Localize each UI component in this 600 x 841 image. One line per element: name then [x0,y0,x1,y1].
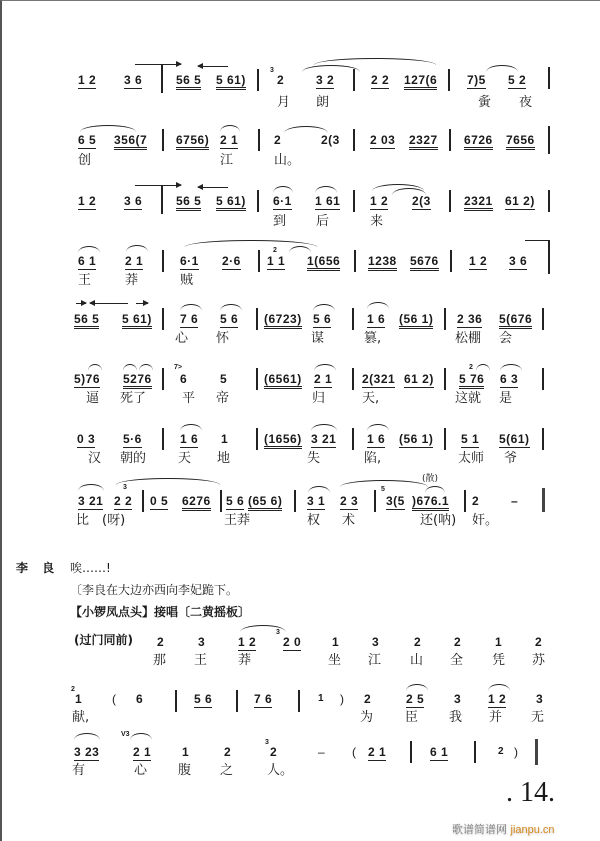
barline [354,250,356,272]
note-group: 5 6 [313,312,332,326]
slur [273,186,293,193]
note-group: 1 6 [367,312,386,326]
note-group: 6726 [464,133,493,150]
note-group: 2321 [464,194,493,211]
note-group: 5 2 [508,73,527,87]
note-group: 2 5 [406,692,425,706]
note-group: 5)76 [74,372,101,386]
grace-note: 2 [71,686,75,693]
score-row-4 [2,246,600,306]
barline [450,250,452,272]
lyric: 为 [360,710,374,725]
lyric: 汉 [88,451,102,466]
barline [353,129,355,151]
paren: ) [514,745,519,759]
lyric: (散) [422,474,439,484]
lyric: 到 [273,214,287,229]
note: 3 [454,692,462,706]
note-group: 1 6 [367,432,386,446]
note-group: 6 1 [78,254,97,268]
barline [374,490,376,512]
note: 1 [75,692,83,706]
barline [256,428,258,450]
slur [116,478,220,485]
watermark-brand: jianpu.cn [510,824,555,836]
barline [352,428,354,450]
note-group: 2 03 [370,133,396,147]
note-group: 2 [274,133,282,147]
slur [308,486,330,493]
barline [352,368,354,390]
lyric: 月 [277,95,291,110]
note: 2 [270,745,278,759]
note-group: 6756) [176,133,209,150]
barline [256,308,258,330]
barline [542,308,544,330]
note-group: 6 3 [500,372,519,386]
note: 2 [414,635,422,649]
note: 2 [535,635,543,649]
lyric: 之 [220,763,234,778]
lyric: 奸。 [472,513,499,528]
lyric: 苏 [532,653,546,668]
barline [542,428,544,450]
note-group: 6276 [182,494,211,511]
barline [162,368,164,390]
lyric: 凭 [492,653,506,668]
note-group: 2 [472,494,480,508]
note-group: 6 5 [78,133,97,147]
slur [476,364,490,371]
lyric: 逼 [86,391,100,406]
barline [353,190,355,212]
lyric: 松棚 [455,331,482,346]
barline [474,741,476,763]
note: 1 [182,745,190,759]
slur [139,364,153,371]
note-group: 2 1 [133,745,152,759]
grace-note: 3 [123,484,127,491]
score-row-6 [2,364,600,424]
lyric: 朝的 [120,451,147,466]
lyric: 夜 [519,95,533,110]
note-group: 5·6 [123,432,142,446]
lyric: 心 [175,331,189,346]
lyric: 谋 [311,331,325,346]
lyric: 来 [370,214,384,229]
barline [298,690,300,712]
lyric: 王 [194,653,208,668]
lyric: 术 [342,513,356,528]
note-group: 5 61) [216,73,246,90]
slur [315,186,337,193]
note-group: 3(5 [386,494,405,508]
score-row-7 [2,424,600,484]
barline [256,368,258,390]
slur [220,125,240,132]
note-group: 2(321 [362,372,396,386]
watermark-text: 歌谱简谱网 [452,823,507,836]
note-group: 2·6 [222,254,241,268]
note: 1 [318,693,325,704]
lyric: 会 [499,331,513,346]
barline [142,490,144,512]
note-group: 5(676 [499,312,532,329]
note-group: 61 2) [505,194,535,208]
note-group: 2(3 [321,133,340,147]
lyric: 帝 [216,391,230,406]
aria-line-1 [2,629,600,689]
note-group: 0 5 [150,494,169,508]
grace-note: 3 [276,629,280,636]
note: 3 [536,692,544,706]
lyric: 那 [153,653,167,668]
note-group: 1 2 [488,692,507,706]
slur [486,65,518,72]
paren: ( [352,745,357,759]
lyric: 江 [220,153,234,168]
slur [80,125,136,132]
repeat-arrow [76,303,86,304]
note-group: 1 2 [78,194,97,208]
prelude-label: (过门同前) [74,633,133,647]
note: 1 [495,635,503,649]
barline [175,690,177,712]
slur [367,424,389,431]
note-group: 2 2 [371,73,390,87]
lyric: 爷 [504,451,518,466]
note: 2 [498,746,505,757]
barline [161,65,163,93]
note-group: 1 2 [238,635,257,649]
note-group: 2(3 [412,194,431,208]
lyric: 朗 [316,95,330,110]
barline [353,69,355,91]
barline-end [542,488,545,512]
note-group: 2 [277,73,285,87]
lyric: 王 [78,273,92,288]
note-group: (65 6) [248,494,282,511]
slur [78,246,100,253]
grace-note: 2 [469,364,473,371]
barline [258,250,260,272]
note-group: 61 2) [404,372,434,386]
barline [162,308,164,330]
barline-end [535,739,538,765]
grace-note: 7> [174,364,182,371]
note-group: (1656) [264,432,302,449]
note-group: 5 6 [226,494,245,508]
note-group: 5 76 [459,372,484,389]
note-group: 1 [221,432,229,446]
note-group: (56 1) [399,312,433,329]
note-group: 1 2 [78,73,97,87]
note-group: 2 0 [283,635,302,649]
lyric: 创 [78,153,92,168]
note: 2 [224,745,232,759]
lyric: 平 [182,391,196,406]
note-group: 5 1 [461,432,480,446]
repeat-arrow [90,303,128,304]
barline [548,67,550,89]
note-group: 5 6 [194,692,213,706]
slur [367,302,389,309]
grace-note: 2 [273,247,277,254]
lyric: 并 [489,710,503,725]
note-group: 3 6 [124,73,143,87]
lyric: 全 [450,653,464,668]
note-group: 1 2 [469,254,488,268]
note-group: 5 6 [220,312,239,326]
note-group: 6·1 [180,254,199,268]
stage-direction: 〔李良在大边亦西向李妃跪下。 [70,583,239,597]
note-group: 356(7 [114,133,147,150]
grace-note: 3 [270,67,274,74]
note-group: 2 36 [457,312,483,326]
lyric: 臣 [405,710,419,725]
note-group: (6561) [264,372,302,389]
barline [352,308,354,330]
note-group: 0 3 [77,432,96,446]
barline [162,129,164,151]
note-group: 3 6 [124,194,143,208]
music-cue: 【小锣凤点头】接唱〔二黄摇板〕 [70,605,251,619]
note-group: 56 5 [176,73,201,90]
slur [123,364,137,371]
slur [284,126,328,133]
lyric: 死了 [120,391,147,406]
paren: ( [112,692,117,706]
lyric: 权 [307,513,321,528]
barline [444,428,446,450]
repeat-arrow [136,303,148,304]
lyric: 天 [178,451,192,466]
lyric: 莽 [125,273,139,288]
watermark [452,821,555,837]
note-group: 2 2 [114,494,133,508]
lyric: (呀) [102,513,126,528]
slur [314,364,336,371]
note-group: 5276 [123,372,152,389]
slur [220,304,242,311]
note: 2 [454,635,462,649]
barline [548,190,550,212]
note: 6 [136,692,144,706]
lyric: 后 [316,214,330,229]
slur [406,684,428,691]
note-group: – [511,494,519,508]
slur [180,424,202,431]
lyric: 太师 [458,451,485,466]
score-row-2 [2,125,600,185]
note-group: 5 [220,372,228,386]
score-row-1 [2,63,600,123]
lyric: 王莽 [224,513,251,528]
lyric: 莽 [238,653,252,668]
lyric: 归 [312,391,326,406]
barline [548,126,550,154]
grace-note: 5 [381,486,385,493]
slur [314,58,436,65]
lyric: 这就 [455,391,482,406]
slur [488,684,510,691]
slur [74,733,100,740]
grace-note: 3 [265,739,269,746]
slur [302,65,360,72]
lyric: 夤 [478,95,492,110]
lyric: 怀 [216,331,230,346]
lyric: 贼 [180,273,194,288]
score-row-8 [2,474,600,546]
slur [289,246,311,253]
repeat-arrow [135,64,181,65]
note-group: 2 1 [125,254,144,268]
slur [180,304,202,311]
note-group: 5 61) [216,194,246,211]
barline [449,190,451,212]
note-group: 7 6 [180,312,199,326]
slur [78,484,104,491]
lyric: 是 [499,391,513,406]
repeat-arrow [135,185,181,186]
lyric: 地 [217,451,231,466]
barline [161,186,163,214]
note-group: 7 6 [254,692,273,706]
lyric: 坐 [328,653,342,668]
note-group: 5676 [410,254,439,271]
note-group: 5(61) [499,432,530,446]
note: 2 [157,635,165,649]
lyric: 人。 [267,763,294,778]
note-group: 3 6 [509,254,528,268]
note: 3 [198,635,206,649]
note-group: (6723) [264,312,302,329]
repeat-arrow [198,66,228,67]
slur [425,486,445,493]
note-group: 1 6 [180,432,199,446]
note-group: 3 21 [78,494,104,508]
barline [236,690,238,712]
note-group: 3 21 [311,432,337,446]
note: 1 [332,635,340,649]
note-group: 1238 [368,254,397,271]
lyric: 我 [449,710,463,725]
note-group: 3 2 [316,73,335,87]
slur [500,364,522,371]
note-group: 2 1 [220,133,239,147]
note-group: 1(656 [307,254,340,271]
note-group: 2 1 [314,372,333,386]
slur [88,364,102,371]
note-group: 2 3 [340,494,359,508]
lyric: 比 [76,513,90,528]
paren: ) [340,692,345,706]
note: 2 [364,692,372,706]
lyric: 有 [72,763,86,778]
lyric: 还(呐) [420,513,457,528]
lyric: 献, [72,710,90,725]
grace-note: V3 [121,731,130,738]
dash: – [318,745,326,759]
note-group: 6·1 [273,194,292,208]
lyric: 篡, [364,331,382,346]
barline [410,741,412,763]
note: 3 [372,635,380,649]
barline [444,368,446,390]
score-row-5 [2,304,600,364]
slur [126,245,148,252]
note-group: 3 23 [74,745,100,759]
note-group: 7)5 [467,73,486,87]
lyric: 无 [531,710,545,725]
note-group: 127(6 [404,73,437,90]
barline [294,490,296,512]
note-group: 5 61) [122,312,152,329]
barline [162,250,164,272]
barline [220,490,222,512]
note-group: 2 1 [368,745,387,759]
note-group: )676.1 [412,494,449,511]
barline [444,308,446,330]
note-group: 6 [180,372,188,386]
barline [162,428,164,450]
barline [464,490,466,512]
note-group: 7656 [506,133,535,150]
slur [130,733,152,740]
score-row-3 [2,186,600,246]
note-group: 56 5 [176,194,201,211]
barline [449,129,451,151]
barline [448,69,450,91]
repeat-arrow [198,187,228,188]
barline [258,129,260,151]
speaker-name: 李 良 [16,561,60,575]
barline [257,69,259,91]
lyric: 腹 [178,763,192,778]
exclamation: 唉……! [70,561,111,575]
lyric: 山 [410,653,424,668]
note-group: 3 1 [307,494,326,508]
barline [542,368,544,390]
slur [311,424,337,431]
barline [548,240,550,274]
slur [313,304,335,311]
page-number: . 14. [506,777,555,808]
lyric: 山。 [274,153,301,168]
lyric: 心 [134,763,148,778]
note-group: 1 61 [315,194,341,208]
note-group: 56 5 [74,312,99,329]
lyric: 陷, [364,451,382,466]
lyric: 失 [307,451,321,466]
note-group: (56 1) [399,432,434,446]
note-group: 6 1 [430,745,449,759]
note-group: 2327 [409,133,438,150]
lyric: 天, [362,391,380,406]
note-group: 1 2 [370,194,389,208]
note-group: 1 1 [267,254,286,268]
lyric: 江 [368,653,382,668]
repeat-line [525,240,549,241]
barline [257,190,259,212]
